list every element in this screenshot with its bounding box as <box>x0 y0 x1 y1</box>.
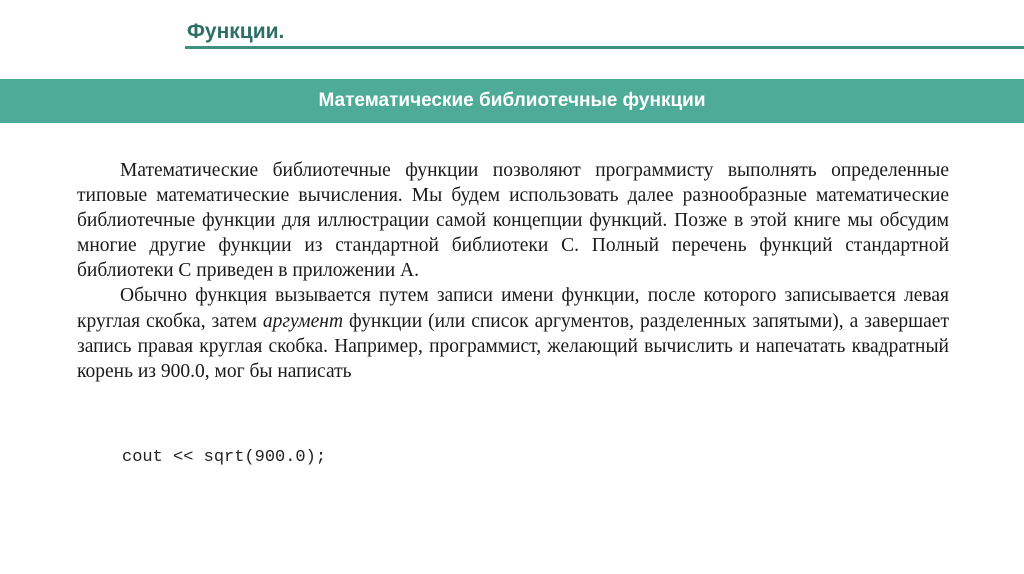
section-banner <box>0 79 1024 123</box>
paragraph-2-end: функции (или список аргументов, разделенных запятыми), а завершает запись правая круглая скобка. Например, программист, желающий вычислить и напечатать квадратный корень из 900.0, мог бы написать <box>77 310 949 382</box>
slide-title: Функции. <box>187 20 285 43</box>
paragraph-2-start: Обычно функция вызывается путем записи имени функции, после которого записывается левая круглая скобка, затем <box>77 285 949 332</box>
banner-title: Математические библиотечные функции <box>318 90 706 111</box>
book-excerpt <box>77 158 949 384</box>
paragraph-1: Математические библиотечные функции позволяют программисту выполнять определенные типовые математические вычисления. Мы будем использовать далее разнообразные математические библиотечные функции для иллюстрации самой концепции функций. Позже в этой книге мы обсудим многие другие функции из стандартной библиотеки C. Полный перечень функций стандартной библиотеки C приведен в приложении А. <box>77 160 949 282</box>
code-sample: cout << sqrt(900.0); <box>122 448 327 467</box>
title-underline <box>185 46 1024 49</box>
paragraph-2 <box>77 283 949 383</box>
term-argument: аргумент <box>262 310 344 332</box>
